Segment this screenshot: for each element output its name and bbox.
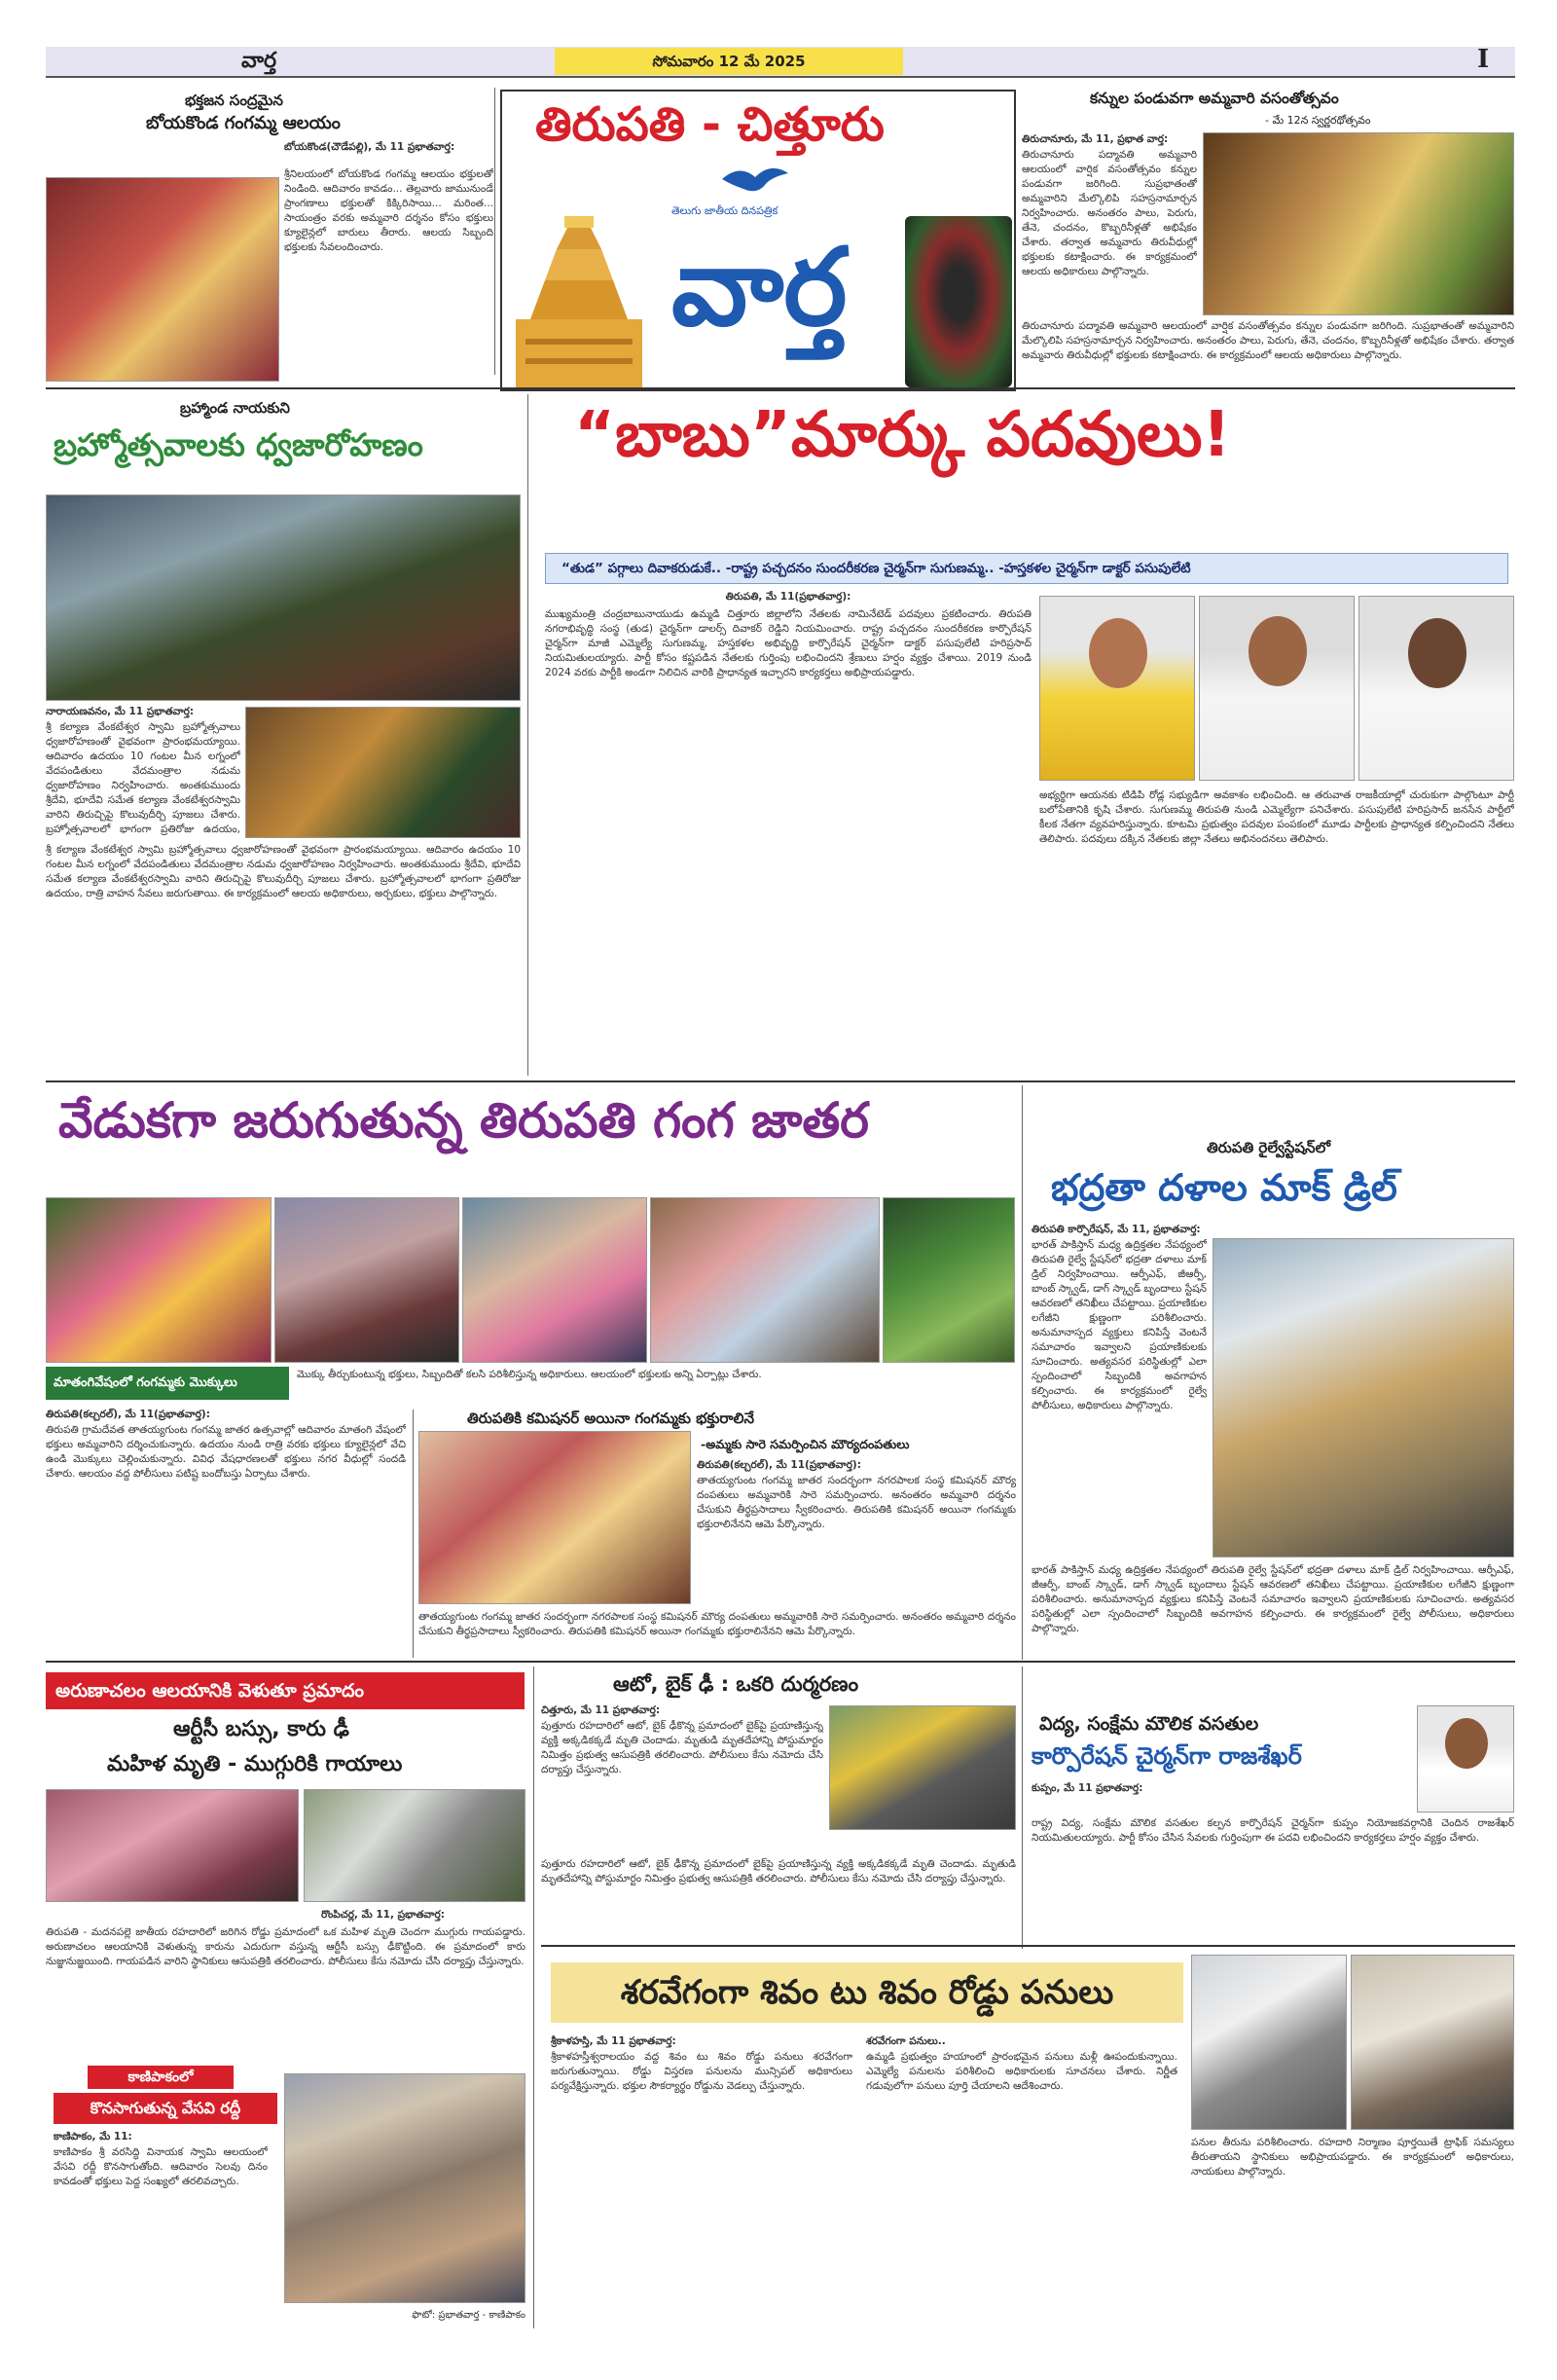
varadhi-credit: ఫొటో: ప్రభాతవార్త - కాణిపాకం bbox=[412, 2310, 525, 2321]
arunachalam-photo-2 bbox=[304, 1789, 525, 1902]
ganga-headline: వేడుకగా జరుగుతున్న తిరుపతి గంగ జాతర bbox=[58, 1092, 869, 1149]
boyakonda-photo bbox=[46, 177, 279, 382]
boyakonda-kicker: భక్తజన సంద్రమైన bbox=[185, 92, 283, 109]
auto-headline: ఆటో, బైక్ ఢీ : ఒకరి దుర్మరణం bbox=[613, 1672, 859, 1696]
vasantotsavam-body-col: తిరుచానూరు పద్మావతి అమ్మవారి ఆలయంలో వార్షిక వసంతోత్సవం కన్నుల పండువగా జరిగింది. సుప్రభాతంతో అమ్మవారిని మేల్కొలిపి సహస్రనామార్చన నిర్వహించారు. అనంతరం పాలు, పెరుగు, తేనె, చందనం, కొబ్బరినీళ్లతో అభిషేకం చేశారు. తర్వాత అమ్మవారు తిరువీధుల్లో భక్తులకు కటాక్షించారు. ఈ కార్యక్రమంలో ఆలయ అధికారులు పాల్గొన్నారు. bbox=[1022, 149, 1197, 277]
mockdrill-body-a: భారత్ పాకిస్తాన్ మధ్య ఉద్రిక్తతల నేపథ్యంలో తిరుపతి రైల్వే స్టేషన్‌లో భద్రతా దళాలు మాక్ డ్రిల్ నిర్వహించాయి. ఆర్పీఎఫ్, జీఆర్పీ, బాంబ్ స్క్వాడ్, డాగ్ స్క్వాడ్ బృందాలు స్టేషన్ ఆవరణలో తనిఖీలు చేపట్టాయి. ప్రయాణికుల లగేజీని క్షుణ్ణంగా పరిశీలించారు. అనుమానాస్పద వ్యక్తులు కనిపిస్తే వెంటనే సమాచారం ఇవ్వాలని ప్రయాణికులకు సూచించారు. అత్యవసర పరిస్థితుల్లో ఎలా స్పందించాలో సిబ్బందికి అవగాహన కల్పించారు. ఈ కార్యక్రమంలో రైల్వే పోలీసులు, అధికారులు పాల్గొన్నారు. bbox=[1032, 1239, 1207, 1411]
babu-deck: “తుడ” పగ్గాలు దివాకరుడుకే.. -రాష్ట్ర పచ్చదనం సుందరీకరణ చైర్మన్‌గా సుగుణమ్మ.. -హస్తకళల చైర్మన్‌గా డాక్టర్ పసుపులేటి bbox=[545, 553, 1508, 584]
auto-body-b: పుత్తూరు రహదారిలో ఆటో, బైక్ ఢీకొన్న ప్రమాదంలో బైక్‌పై ప్రయాణిస్తున్న వ్యక్తి అక్కడికక్కడే మృతి చెందాడు. మృతుడి మృతదేహాన్ని పోస్టుమార్టం నిమిత్తం ప్రభుత్వ ఆసుపత్రికి తరలించారు. పోలీసులు కేసు నమోదు చేసి దర్యాప్తు చేస్తున్నారు. bbox=[541, 1858, 1016, 1885]
road-body-a: శ్రీకాళహస్తీశ్వరాలయం వద్ద శివం టు శివం రోడ్డు పనులు శరవేగంగా జరుగుతున్నాయి. రోడ్డు విస్తరణ పనులను మున్సిపల్ అధికారులు పర్యవేక్షిస్తున్నారు. భక్తుల సౌకర్యార్థం రోడ్డును వెడల్పు చేస్తున్నారు. bbox=[551, 2051, 852, 2092]
commissioner-sub: -అమ్మకు సారె సమర్పించిన మౌర్యదంపతులు bbox=[701, 1437, 910, 1451]
dhwaja-dateline: నారాయణవనం, మే 11 ప్రభాతవార్త: bbox=[46, 706, 195, 717]
road-body-c: పనుల తీరును పరిశీలించారు. రహదారి నిర్మాణం పూర్తయితే ట్రాఫిక్ సమస్యలు తీరుతాయని స్థానికులు అభిప్రాయపడ్డారు. ఈ కార్యక్రమంలో అధికారులు, నాయకులు పాల్గొన్నారు. bbox=[1191, 2137, 1514, 2178]
mockdrill-body-b: భారత్ పాకిస్తాన్ మధ్య ఉద్రిక్తతల నేపథ్యంలో తిరుపతి రైల్వే స్టేషన్‌లో భద్రతా దళాలు మాక్ డ్రిల్ నిర్వహించాయి. ఆర్పీఎఫ్, జీఆర్పీ, బాంబ్ స్క్వాడ్, డాగ్ స్క్వాడ్ బృందాలు స్టేషన్ ఆవరణలో తనిఖీలు చేపట్టాయి. ప్రయాణికుల లగేజీని క్షుణ్ణంగా పరిశీలించారు. అనుమానాస్పద వ్యక్తులు కనిపిస్తే వెంటనే సమాచారం ఇవ్వాలని ప్రయాణికులకు సూచించారు. అత్యవసర పరిస్థితుల్లో ఎలా స్పందించాలో సిబ్బందికి అవగాహన కల్పించారు. ఈ కార్యక్రమంలో రైల్వే పోలీసులు, అధికారులు పాల్గొన్నారు. bbox=[1032, 1564, 1514, 1634]
ganga-photo-1 bbox=[46, 1197, 272, 1363]
commissioner-body-wide: తాతయ్యగుంట గంగమ్మ జాతర సందర్భంగా నగరపాలక సంస్థ కమిషనర్ మౌర్య దంపతులు అమ్మవారికి సారె సమర్పించారు. అనంతరం అమ్మవారి దర్శనం చేసుకుని తీర్థప్రసాదాలు స్వీకరించారు. తిరుపతికి కమిషనర్ అయినా గంగమ్మకు భక్తురాలినేనని ఆమె పేర్కొన్నారు. bbox=[418, 1611, 1016, 1637]
road-photo-1 bbox=[1191, 1955, 1347, 2130]
masthead-tagline: తెలుగు జాతీయ దినపత్రిక bbox=[671, 204, 778, 217]
dhwaja-body-b: శ్రీ కల్యాణ వేంకటేశ్వర స్వామి బ్రహ్మోత్సవాలు ధ్వజారోహణంతో వైభవంగా ప్రారంభమయ్యాయి. ఆదివారం ఉదయం 10 గంటల మీన లగ్నంలో వేదపండితులు వేదమంత్రాల నడుమ ధ్వజారోహణం నిర్వహించారు. అంతకుముందు శ్రీదేవి, భూదేవి సమేత కల్యాణ వేంకటేశ్వరస్వామి వారిని తిరుచ్చిపై కొలువుదీర్చి పూజలు చేశారు. బ్రహ్మోత్సవాలలో భాగంగా ప్రతిరోజు ఉదయం, రాత్రి వాహన సేవలు జరుగుతాయి. ఈ కార్యక్రమంలో ఆలయ అధికారులు, అర్చకులు, భక్తులు పాల్గొన్నారు. bbox=[46, 844, 521, 899]
varadhi-dateline: కాణిపాకం, మే 11: bbox=[54, 2131, 132, 2142]
ganga-photo-5 bbox=[883, 1197, 1015, 1363]
babu-portrait-pasupuleti bbox=[1358, 596, 1514, 781]
mockdrill-kicker: తిరుపతి రైల్వేస్టేషన్‌లో bbox=[1207, 1139, 1331, 1156]
mockdrill-photo bbox=[1213, 1238, 1514, 1557]
ganga-photo-3 bbox=[462, 1197, 647, 1363]
commissioner-headline: తిరుపతికి కమిషనర్ అయినా గంగమ్మకు భక్తురాలినే bbox=[467, 1410, 754, 1427]
vasantotsavam-dateline: తిరుచానూరు, మే 11, ప్రభాత వార్త: bbox=[1022, 133, 1169, 145]
ganga-caption-text: మొక్కు తీర్చుకుంటున్న భక్తులు, సిబ్బందితో కలసి పరిశీలిస్తున్న అధికారులు. ఆలయంలో భక్తులకు అన్ని ఏర్పాట్లు చేశారు. bbox=[297, 1369, 762, 1380]
arunachalam-photo-1 bbox=[46, 1789, 299, 1902]
rajasekhar-portrait bbox=[1417, 1705, 1514, 1812]
babu-portrait-sugunamma bbox=[1039, 596, 1195, 781]
mockdrill-dateline: తిరుపతి కార్పొరేషన్, మే 11, ప్రభాతవార్త: bbox=[1032, 1224, 1201, 1235]
page-number: I bbox=[1477, 45, 1490, 74]
boyakonda-dateline: బోయకొండ(చౌడేపల్లి), మే 11 ప్రభాతవార్త: bbox=[284, 141, 455, 153]
ganga-caption-label: మాతంగివేషంలో గంగమ్మకు మొక్కులు bbox=[46, 1367, 289, 1400]
auto-dateline: చిత్తూరు, మే 11 ప్రభాతవార్త: bbox=[541, 1704, 661, 1716]
babu-body-right: అభ్యర్థిగా ఆయనకు టిడిపి రోడ్ల సభ్యుడిగా అవకాశం లభించింది. ఆ తరువాత రాజకీయాల్లో చురుకుగా పాల్గొంటూ పార్టీ బలోపేతానికి కృషి చేశారు. సుగుణమ్మ తిరుపతి నుండి ఎమ్మెల్యేగా పనిచేశారు. పసుపులేటి హరిప్రసాద్ జనసేన పార్టీలో కీలక నేతగా వ్యవహరిస్తున్నారు. కూటమి ప్రభుత్వం పదవుల పంపకంలో మూడు పార్టీలకు ప్రాధాన్యత కల్పించిందని నేతలు తెలిపారు. పదవులు దక్కిన నేతలకు జిల్లా నేతలు అభినందనలు తెలిపారు. bbox=[1039, 789, 1514, 845]
road-photo-2 bbox=[1351, 1955, 1514, 2130]
arunachalam-dateline: రొంపిచర్ల, మే 11, ప్రభాతవార్త: bbox=[321, 1909, 445, 1921]
varadhi-headline: కొనసాగుతున్న వేసవి రద్దీ bbox=[54, 2093, 277, 2124]
commissioner-body: తాతయ్యగుంట గంగమ్మ జాతర సందర్భంగా నగరపాలక సంస్థ కమిషనర్ మౌర్య దంపతులు అమ్మవారికి సారె సమర్పించారు. అనంతరం అమ్మవారి దర్శనం చేసుకుని తీర్థప్రసాదాలు స్వీకరించారు. తిరుపతికి కమిషనర్ అయినా గంగమ్మకు భక్తురాలినేనని ఆమె పేర్కొన్నారు. bbox=[697, 1475, 1016, 1530]
commissioner-photo bbox=[418, 1431, 691, 1604]
dhwaja-photo-1 bbox=[46, 494, 521, 701]
mockdrill-headline: భద్రతా దళాల మాక్ డ్రిల్ bbox=[1051, 1166, 1397, 1209]
arunachalam-sub1: ఆర్టీసీ బస్సు, కారు ఢీ bbox=[173, 1717, 349, 1741]
varadhi-kicker: కాణిపాకంలో bbox=[88, 2066, 234, 2089]
goddess-image bbox=[905, 216, 1012, 387]
rajasekhar-body: రాష్ట్ర విద్య, సంక్షేమ మౌలిక వసతుల కల్పన కార్పొరేషన్ చైర్మన్‌గా కుప్పం నియోజకవర్గానికి చెందిన రాజశేఖర్ నియమితులయ్యారు. పార్టీ కోసం చేసిన సేవలకు గుర్తింపుగా ఈ పదవి లభించిందని కార్యకర్తలు హర్షం వ్యక్తం చేశారు. bbox=[1032, 1817, 1514, 1844]
vasantotsavam-headline: కన్నుల పండువగా అమ్మవారి వసంతోత్సవం bbox=[1090, 90, 1339, 107]
topbar-date: సోమవారం 12 మే 2025 bbox=[555, 48, 903, 75]
dove-logo bbox=[720, 160, 790, 199]
varadhi-photo bbox=[284, 2073, 525, 2303]
vasantotsavam-sub: - మే 12న స్వర్ణరథోత్సవం bbox=[1265, 114, 1371, 127]
varadhi-body: కాణిపాకం శ్రీ వరసిద్ధి వినాయక స్వామి ఆలయంలో వేసవి రద్దీ కొనసాగుతోంది. ఆదివారం సెలవు దినం కావడంతో భక్తులు పెద్ద సంఖ్యలో తరలివచ్చారు. bbox=[54, 2146, 268, 2187]
masthead-region: తిరుపతి - చిత్తూరు bbox=[535, 97, 885, 152]
ganga-photo-2 bbox=[274, 1197, 459, 1363]
vasantotsavam-body-wide: తిరుచానూరు పద్మావతి అమ్మవారి ఆలయంలో వార్షిక వసంతోత్సవం కన్నుల పండువగా జరిగింది. సుప్రభాతంతో అమ్మవారిని మేల్కొలిపి సహస్రనామార్చన నిర్వహించారు. అనంతరం పాలు, పెరుగు, తేనె, చందనం, కొబ్బరినీళ్లతో అభిషేకం చేశారు. తర్వాత అమ్మవారు తిరువీధుల్లో భక్తులకు కటాక్షించారు. ఈ కార్యక్రమంలో ఆలయ అధికారులు పాల్గొన్నారు. bbox=[1022, 320, 1514, 361]
road-body-b: ఉమ్మడి ప్రభుత్వం హయాంలో ప్రారంభమైన పనులు మళ్లీ ఊపందుకున్నాయి. ఎమ్మెల్యే పనులను పరిశీలించి అధికారులకు సూచనలు చేశారు. నిర్ణీత గడువులోగా పనులు పూర్తి చేయాలని ఆదేశించారు. bbox=[866, 2051, 1177, 2092]
road-dateline: శ్రీకాళహస్తి, మే 11 ప్రభాతవార్త: bbox=[551, 2035, 676, 2047]
babu-portrait-divakar bbox=[1199, 596, 1355, 781]
commissioner-dateline: తిరుపతి(కల్చరల్), మే 11(ప్రభాతవార్త): bbox=[697, 1459, 861, 1471]
dhwaja-photo-2 bbox=[245, 707, 521, 838]
boyakonda-body: శ్రీనిలయంలో బోయకొండ గంగమ్మ ఆలయం భక్తులతో నిండింది. ఆదివారం కావడం... తెల్లవారు జామునుండే ప్రాంగణాలు భక్తులతో కిక్కిరిసాయి... మరింత... సాయంత్రం వరకు అమ్మవారి దర్శనం కోసం భక్తులు క్యూలైన్లలో బారులు తీరారు. ఆలయ సిబ్బంది భక్తులకు సేవలందించారు. bbox=[284, 168, 493, 253]
boyakonda-headline: బోయకొండ గంగమ్మ ఆలయం bbox=[146, 113, 341, 133]
dhwaja-headline: బ్రహ్మోత్సవాలకు ధ్వజారోహణం bbox=[54, 426, 423, 463]
babu-headline: “బాబు”మార్కు పదవులు! bbox=[574, 399, 1231, 471]
rajasekhar-headline-1: విద్య, సంక్షేమ మౌలిక వసతుల bbox=[1039, 1713, 1259, 1735]
rajasekhar-headline-2: కార్పొరేషన్ చైర్మన్‌గా రాజశేఖర్ bbox=[1032, 1742, 1302, 1770]
ganga-dateline: తిరుపతి(కల్చరల్), మే 11(ప్రభాతవార్త): bbox=[46, 1409, 210, 1420]
temple-gopuram-image bbox=[506, 212, 652, 387]
arunachalam-sub2: మహిళ మృతి - ముగ్గురికి గాయాలు bbox=[107, 1752, 403, 1776]
babu-dateline: తిరుపతి, మే 11(ప్రభాతవార్త): bbox=[725, 591, 851, 603]
dhwaja-body-a: శ్రీ కల్యాణ వేంకటేశ్వర స్వామి బ్రహ్మోత్సవాలు ధ్వజారోహణంతో వైభవంగా ప్రారంభమయ్యాయి. ఆదివారం ఉదయం 10 గంటల మీన లగ్నంలో వేదపండితులు వేదమంత్రాల నడుమ ధ్వజారోహణం నిర్వహించారు. అంతకుముందు శ్రీదేవి, భూదేవి సమేత కల్యాణ వేంకటేశ్వరస్వామి వారిని తిరుచ్చిపై కొలువుదీర్చి పూజలు చేశారు. బ్రహ్మోత్సవాలలో భాగంగా ప్రతిరోజు ఉదయం, bbox=[46, 721, 240, 835]
babu-body-left: ముఖ్యమంత్రి చంద్రబాబునాయుడు ఉమ్మడి చిత్తూరు జిల్లాలోని నేతలకు నామినేటెడ్ పదవులు ప్రకటించారు. తిరుపతి నగరాభివృద్ధి సంస్థ (తుడ) చైర్మన్‌గా డాలర్స్ దివాకర్ రెడ్డిని నియమించారు. రాష్ట్ర పచ్చదనం సుందరీకరణ కార్పొరేషన్ చైర్మన్‌గా మాజీ ఎమ్మెల్యే సుగుణమ్మ, హస్తకళల అభివృద్ధి కార్పొరేషన్ చైర్మన్‌గా డాక్టర్ పసుపులేటి హరిప్రసాద్ నియమితులయ్యారు. పార్టీ కోసం కష్టపడిన నేతలకు గుర్తింపు లభించిందని శ్రేణులు హర్షం వ్యక్తం చేశాయి. 2019 నుండి 2024 వరకు పార్టీకి అండగా నిలిచిన వారికి ప్రాధాన్యత ఇచ్చారని కార్యకర్తలు అభిప్రాయపడ్డారు. bbox=[545, 608, 1032, 678]
ganga-photo-4 bbox=[650, 1197, 880, 1363]
road-headline: శరవేగంగా శివం టు శివం రోడ్డు పనులు bbox=[551, 1962, 1183, 2023]
topbar-logo: వార్త bbox=[241, 49, 277, 73]
auto-photo bbox=[829, 1705, 1016, 1830]
dhwaja-kicker: బ్రహ్మాండ నాయకుని bbox=[180, 399, 290, 417]
masthead-name: వార్త bbox=[671, 225, 848, 349]
vasantotsavam-photo bbox=[1203, 132, 1514, 315]
auto-body-a: పుత్తూరు రహదారిలో ఆటో, బైక్ ఢీకొన్న ప్రమాదంలో బైక్‌పై ప్రయాణిస్తున్న వ్యక్తి అక్కడికక్కడే మృతి చెందాడు. మృతుడి మృతదేహాన్ని పోస్టుమార్టం నిమిత్తం ప్రభుత్వ ఆసుపత్రికి తరలించారు. పోలీసులు కేసు నమోదు చేసి దర్యాప్తు చేస్తున్నారు. bbox=[541, 1720, 823, 1776]
road-body-b-title: శరవేగంగా పనులు.. bbox=[866, 2035, 946, 2047]
arunachalam-headline: అరుణాచలం ఆలయానికి వెళుతూ ప్రమాదం bbox=[46, 1672, 525, 1709]
rajasekhar-dateline: కుప్పం, మే 11 ప్రభాతవార్త: bbox=[1032, 1782, 1143, 1794]
ganga-body: తిరుపతి గ్రామదేవత తాతయ్యగుంట గంగమ్మ జాతర ఉత్సవాల్లో ఆదివారం మాతంగి వేషంలో భక్తులు అమ్మవారిని దర్శించుకున్నారు. ఉదయం నుండి రాత్రి వరకు భక్తులు క్యూలైన్లలో వేచి ఉండి మొక్కులు చెల్లించుకున్నారు. వివిధ వేషధారణలతో భక్తులు నగర వీధుల్లో సందడి చేశారు. ఆలయం వద్ద పోలీసులు పటిష్ట బందోబస్తు ఏర్పాటు చేశారు. bbox=[46, 1424, 406, 1480]
arunachalam-body: తిరుపతి - మదనపల్లె జాతీయ రహదారిలో జరిగిన రోడ్డు ప్రమాదంలో ఒక మహిళ మృతి చెందగా ముగ్గురు గాయపడ్డారు. అరుణాచలం ఆలయానికి వెళుతున్న కారును ఎదురుగా వస్తున్న ఆర్టీసీ బస్సు ఢీకొట్టింది. ఈ ప్రమాదంలో కారు నుజ్జునుజ్జయింది. గాయపడిన వారిని స్థానికులు ఆసుపత్రికి తరలించారు. పోలీసులు కేసు నమోదు చేసి దర్యాప్తు చేస్తున్నారు. bbox=[46, 1926, 525, 1967]
